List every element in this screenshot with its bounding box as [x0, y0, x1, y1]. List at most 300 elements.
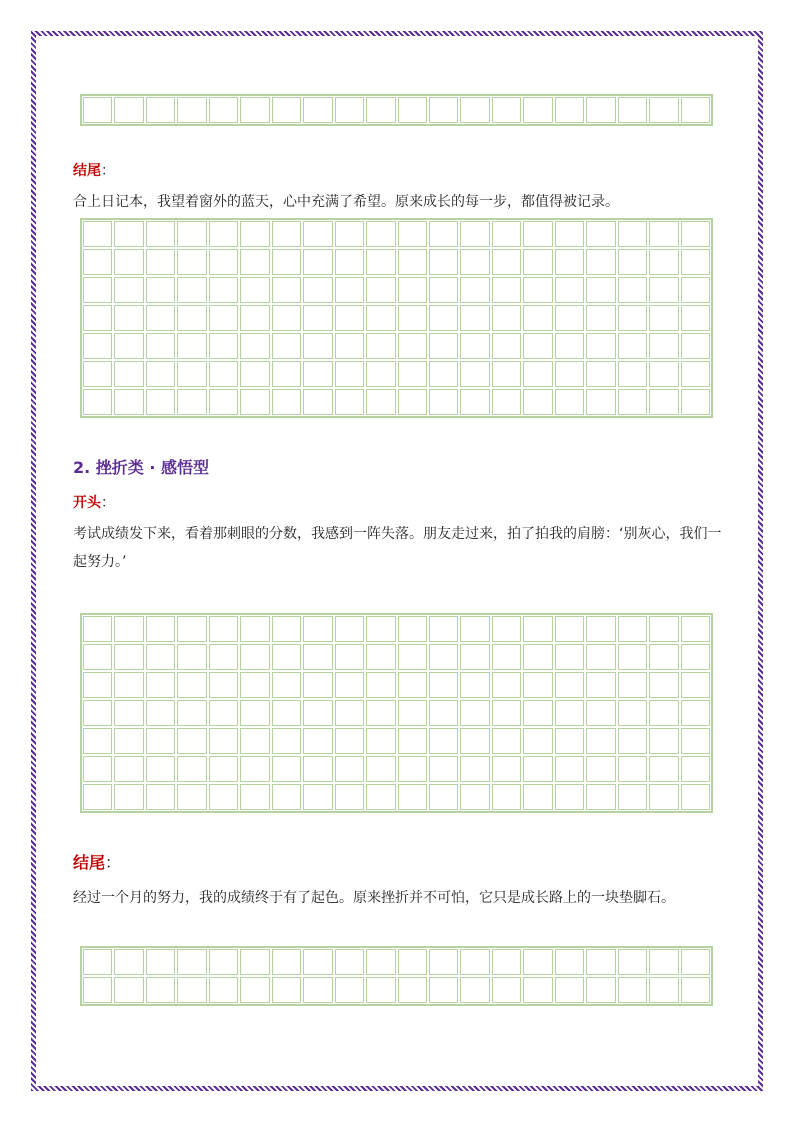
grid-cell: [398, 249, 427, 275]
grid-cell: [681, 616, 710, 642]
ending-text-1: 合上日记本，我望着窗外的蓝天，心中充满了希望。原来成长的每一步，都值得被记录。: [73, 194, 619, 210]
opening-text-2: 考试成绩发下来，看着那刺眼的分数，我感到一阵失落。朋友走过来，拍了拍我的肩膀：‘别灰心，我们一起努力。’: [73, 526, 722, 570]
grid-cell: [240, 756, 269, 782]
grid-cell: [335, 672, 364, 698]
grid-cell: [429, 728, 458, 754]
grid-cell: [555, 389, 584, 415]
grid-cell: [523, 949, 552, 975]
grid-cell: [398, 616, 427, 642]
grid-cell: [146, 97, 175, 123]
grid-cell: [492, 333, 521, 359]
grid-cell: [335, 784, 364, 810]
grid-cell: [272, 756, 301, 782]
grid-cell: [146, 333, 175, 359]
grid-cell: [209, 305, 238, 331]
grid-cell: [586, 644, 615, 670]
grid-cell: [303, 672, 332, 698]
grid-cell: [146, 644, 175, 670]
grid-cell: [618, 784, 647, 810]
grid-cell: [586, 249, 615, 275]
grid-cell: [460, 949, 489, 975]
grid-cell: [555, 305, 584, 331]
grid-cell: [209, 249, 238, 275]
grid-cell: [114, 221, 143, 247]
grid-cell: [240, 97, 269, 123]
grid-cell: [177, 249, 206, 275]
grid-cell: [492, 97, 521, 123]
grid-cell: [398, 700, 427, 726]
grid-cell: [492, 221, 521, 247]
grid-opening-2: [80, 613, 713, 813]
grid-cell: [398, 728, 427, 754]
grid-cell: [303, 277, 332, 303]
grid-cell: [492, 389, 521, 415]
grid-cell: [398, 305, 427, 331]
grid-cell: [303, 389, 332, 415]
grid-cell: [177, 389, 206, 415]
grid-cell: [240, 616, 269, 642]
grid-cell: [114, 333, 143, 359]
grid-cell: [555, 644, 584, 670]
ending-label-1-text: 结尾: [73, 163, 101, 179]
grid-cell: [83, 333, 112, 359]
grid-cell: [555, 277, 584, 303]
grid-cell: [555, 221, 584, 247]
ending-label-2: [73, 854, 121, 872]
grid-cell: [83, 389, 112, 415]
grid-cell: [177, 728, 206, 754]
grid-cell: [618, 333, 647, 359]
grid-cell: [681, 784, 710, 810]
grid-cell: [555, 333, 584, 359]
grid-cell: [555, 672, 584, 698]
grid-cell: [460, 700, 489, 726]
grid-cell: [492, 756, 521, 782]
grid-cell: [429, 361, 458, 387]
grid-cell: [649, 221, 678, 247]
grid-cell: [460, 97, 489, 123]
grid-cell: [177, 277, 206, 303]
grid-cell: [398, 277, 427, 303]
grid-cell: [240, 249, 269, 275]
grid-cell: [83, 977, 112, 1003]
grid-cell: [523, 644, 552, 670]
grid-cell: [398, 977, 427, 1003]
grid-cell: [303, 305, 332, 331]
grid-cell: [586, 277, 615, 303]
grid-cell: [681, 700, 710, 726]
grid-cell: [335, 756, 364, 782]
grid-cell: [209, 97, 238, 123]
grid-cell: [681, 97, 710, 123]
grid-cell: [209, 389, 238, 415]
grid-cell: [398, 333, 427, 359]
grid-cell: [83, 361, 112, 387]
grid-cell: [523, 361, 552, 387]
grid-cell: [681, 644, 710, 670]
grid-cell: [177, 616, 206, 642]
grid-cell: [681, 756, 710, 782]
grid-cell: [146, 616, 175, 642]
grid-cell: [429, 949, 458, 975]
grid-cell: [398, 361, 427, 387]
grid-cell: [303, 333, 332, 359]
grid-cell: [429, 333, 458, 359]
grid-cell: [303, 249, 332, 275]
grid-cell: [618, 221, 647, 247]
grid-cell: [177, 977, 206, 1003]
grid-cell: [366, 672, 395, 698]
grid-cell: [83, 97, 112, 123]
grid-cell: [523, 756, 552, 782]
grid-cell: [398, 756, 427, 782]
grid-top: [80, 94, 713, 126]
grid-cell: [523, 672, 552, 698]
grid-cell: [398, 672, 427, 698]
grid-cell: [114, 728, 143, 754]
grid-cell: [681, 305, 710, 331]
grid-cell: [618, 277, 647, 303]
grid-cell: [146, 949, 175, 975]
grid-cell: [177, 949, 206, 975]
grid-cell: [492, 700, 521, 726]
grid-cell: [335, 616, 364, 642]
grid-cell: [209, 221, 238, 247]
ending-text-2: 经过一个月的努力，我的成绩终于有了起色。原来挫折并不可怕，它只是成长路上的一块垫脚石。: [73, 890, 675, 906]
grid-cell: [398, 389, 427, 415]
grid-cell: [398, 97, 427, 123]
grid-cell: [303, 728, 332, 754]
grid-cell: [366, 784, 395, 810]
grid-cell: [177, 756, 206, 782]
grid-cell: [492, 644, 521, 670]
grid-cell: [649, 333, 678, 359]
grid-cell: [83, 700, 112, 726]
grid-cell: [240, 728, 269, 754]
grid-cell: [209, 977, 238, 1003]
grid-cell: [335, 700, 364, 726]
grid-cell: [523, 728, 552, 754]
grid-cell: [272, 361, 301, 387]
grid-cell: [492, 949, 521, 975]
grid-cell: [303, 700, 332, 726]
grid-cell: [366, 977, 395, 1003]
grid-cell: [114, 389, 143, 415]
grid-cell: [460, 672, 489, 698]
grid-cell: [523, 97, 552, 123]
ending-label-2-colon: ：: [105, 853, 122, 872]
grid-cell: [523, 700, 552, 726]
grid-cell: [586, 949, 615, 975]
grid-cell: [649, 616, 678, 642]
grid-cell: [429, 97, 458, 123]
grid-cell: [83, 644, 112, 670]
grid-cell: [523, 784, 552, 810]
grid-cell: [523, 616, 552, 642]
grid-cell: [618, 672, 647, 698]
grid-cell: [335, 249, 364, 275]
grid-cell: [177, 672, 206, 698]
grid-cell: [586, 756, 615, 782]
grid-cell: [460, 616, 489, 642]
grid-cell: [618, 644, 647, 670]
grid-cell: [83, 949, 112, 975]
grid-cell: [177, 361, 206, 387]
grid-cell: [429, 249, 458, 275]
grid-cell: [146, 361, 175, 387]
grid-cell: [335, 977, 364, 1003]
grid-cell: [272, 672, 301, 698]
grid-cell: [618, 756, 647, 782]
grid-cell: [114, 249, 143, 275]
grid-cell: [586, 97, 615, 123]
grid-cell: [177, 97, 206, 123]
grid-cell: [523, 277, 552, 303]
grid-cell: [272, 700, 301, 726]
grid-cell: [240, 672, 269, 698]
grid-cell: [272, 249, 301, 275]
grid-cell: [114, 700, 143, 726]
grid-cell: [177, 333, 206, 359]
grid-cell: [366, 756, 395, 782]
grid-cell: [240, 784, 269, 810]
grid-cell: [460, 277, 489, 303]
grid-cell: [303, 644, 332, 670]
grid-cell: [649, 97, 678, 123]
grid-cell: [460, 756, 489, 782]
grid-cell: [681, 977, 710, 1003]
grid-cell: [460, 977, 489, 1003]
grid-cell: [398, 221, 427, 247]
grid-cell: [649, 949, 678, 975]
grid-cell: [303, 221, 332, 247]
grid-cell: [209, 277, 238, 303]
grid-cell: [523, 221, 552, 247]
grid-cell: [649, 977, 678, 1003]
grid-cell: [83, 728, 112, 754]
grid-cell: [649, 277, 678, 303]
grid-cell: [272, 949, 301, 975]
grid-cell: [272, 221, 301, 247]
grid-cell: [209, 333, 238, 359]
grid-cell: [146, 728, 175, 754]
grid-cell: [492, 361, 521, 387]
grid-cell: [114, 361, 143, 387]
grid-cell: [83, 672, 112, 698]
grid-cell: [83, 221, 112, 247]
grid-cell: [398, 784, 427, 810]
grid-cell: [335, 644, 364, 670]
grid-cell: [83, 784, 112, 810]
grid-cell: [114, 949, 143, 975]
grid-cell: [240, 333, 269, 359]
grid-cell: [586, 361, 615, 387]
grid-cell: [460, 249, 489, 275]
grid-cell: [209, 949, 238, 975]
grid-cell: [523, 249, 552, 275]
grid-cell: [366, 700, 395, 726]
grid-cell: [398, 644, 427, 670]
grid-cell: [366, 389, 395, 415]
grid-cell: [146, 277, 175, 303]
grid-cell: [272, 97, 301, 123]
grid-cell: [146, 389, 175, 415]
grid-cell: [146, 672, 175, 698]
grid-cell: [555, 949, 584, 975]
grid-cell: [303, 361, 332, 387]
grid-cell: [492, 305, 521, 331]
grid-cell: [429, 305, 458, 331]
grid-cell: [146, 977, 175, 1003]
grid-cell: [240, 305, 269, 331]
grid-cell: [681, 333, 710, 359]
grid-cell: [114, 756, 143, 782]
grid-cell: [177, 644, 206, 670]
grid-cell: [335, 333, 364, 359]
ending-label-2-text: 结尾: [73, 853, 106, 872]
grid-cell: [492, 672, 521, 698]
grid-cell: [146, 221, 175, 247]
grid-cell: [272, 305, 301, 331]
grid-cell: [335, 277, 364, 303]
grid-cell: [240, 949, 269, 975]
grid-cell: [83, 616, 112, 642]
grid-cell: [240, 977, 269, 1003]
grid-cell: [555, 249, 584, 275]
grid-cell: [83, 756, 112, 782]
grid-cell: [460, 728, 489, 754]
grid-cell: [586, 977, 615, 1003]
grid-cell: [429, 977, 458, 1003]
grid-cell: [209, 644, 238, 670]
grid-cell: [114, 977, 143, 1003]
grid-cell: [618, 949, 647, 975]
grid-cell: [460, 305, 489, 331]
grid-cell: [177, 784, 206, 810]
grid-cell: [303, 97, 332, 123]
grid-cell: [272, 277, 301, 303]
grid-cell: [523, 333, 552, 359]
grid-cell: [618, 700, 647, 726]
grid-cell: [429, 221, 458, 247]
grid-cell: [649, 728, 678, 754]
grid-cell: [83, 305, 112, 331]
grid-ending-1: [80, 218, 713, 418]
ending-label-1-colon: ：: [101, 163, 115, 179]
grid-cell: [681, 728, 710, 754]
grid-cell: [523, 389, 552, 415]
grid-cell: [618, 305, 647, 331]
grid-cell: [681, 249, 710, 275]
grid-cell: [586, 784, 615, 810]
grid-cell: [366, 728, 395, 754]
grid-cell: [272, 728, 301, 754]
grid-cell: [209, 672, 238, 698]
grid-cell: [146, 784, 175, 810]
grid-cell: [114, 672, 143, 698]
grid-cell: [146, 700, 175, 726]
grid-cell: [303, 784, 332, 810]
grid-cell: [618, 97, 647, 123]
grid-cell: [586, 616, 615, 642]
grid-cell: [555, 977, 584, 1003]
grid-cell: [492, 784, 521, 810]
grid-cell: [649, 756, 678, 782]
grid-cell: [618, 249, 647, 275]
grid-cell: [335, 361, 364, 387]
grid-cell: [209, 361, 238, 387]
grid-cell: [240, 361, 269, 387]
grid-cell: [240, 277, 269, 303]
grid-cell: [555, 756, 584, 782]
grid-cell: [649, 305, 678, 331]
grid-cell: [398, 949, 427, 975]
grid-cell: [460, 389, 489, 415]
grid-cell: [240, 644, 269, 670]
grid-cell: [83, 277, 112, 303]
opening-label-2-text: 开头: [73, 495, 101, 511]
grid-cell: [146, 249, 175, 275]
opening-label-2-colon: ：: [101, 495, 115, 511]
grid-cell: [114, 97, 143, 123]
grid-cell: [240, 700, 269, 726]
grid-cell: [209, 728, 238, 754]
grid-cell: [492, 616, 521, 642]
grid-cell: [272, 644, 301, 670]
grid-cell: [649, 672, 678, 698]
grid-cell: [523, 977, 552, 1003]
grid-cell: [429, 756, 458, 782]
grid-cell: [146, 756, 175, 782]
grid-cell: [586, 389, 615, 415]
grid-cell: [366, 361, 395, 387]
grid-cell: [681, 277, 710, 303]
grid-cell: [366, 949, 395, 975]
grid-cell: [366, 305, 395, 331]
grid-cell: [335, 728, 364, 754]
grid-cell: [649, 784, 678, 810]
section-heading-2: 2. 挫折类 · 感悟型: [73, 458, 210, 477]
grid-cell: [429, 700, 458, 726]
grid-cell: [209, 700, 238, 726]
grid-ending-2: [80, 946, 713, 1006]
grid-cell: [429, 672, 458, 698]
grid-cell: [681, 949, 710, 975]
grid-cell: [83, 249, 112, 275]
grid-cell: [555, 97, 584, 123]
grid-cell: [429, 784, 458, 810]
grid-cell: [618, 728, 647, 754]
grid-cell: [555, 784, 584, 810]
grid-cell: [649, 644, 678, 670]
grid-cell: [114, 277, 143, 303]
grid-cell: [618, 361, 647, 387]
grid-cell: [177, 700, 206, 726]
grid-cell: [429, 616, 458, 642]
grid-cell: [209, 616, 238, 642]
grid-cell: [586, 700, 615, 726]
grid-cell: [146, 305, 175, 331]
grid-cell: [618, 616, 647, 642]
opening-label-2: [73, 494, 115, 512]
grid-cell: [649, 249, 678, 275]
grid-cell: [492, 728, 521, 754]
grid-cell: [272, 389, 301, 415]
grid-cell: [335, 97, 364, 123]
grid-cell: [586, 305, 615, 331]
grid-cell: [681, 389, 710, 415]
grid-cell: [272, 616, 301, 642]
